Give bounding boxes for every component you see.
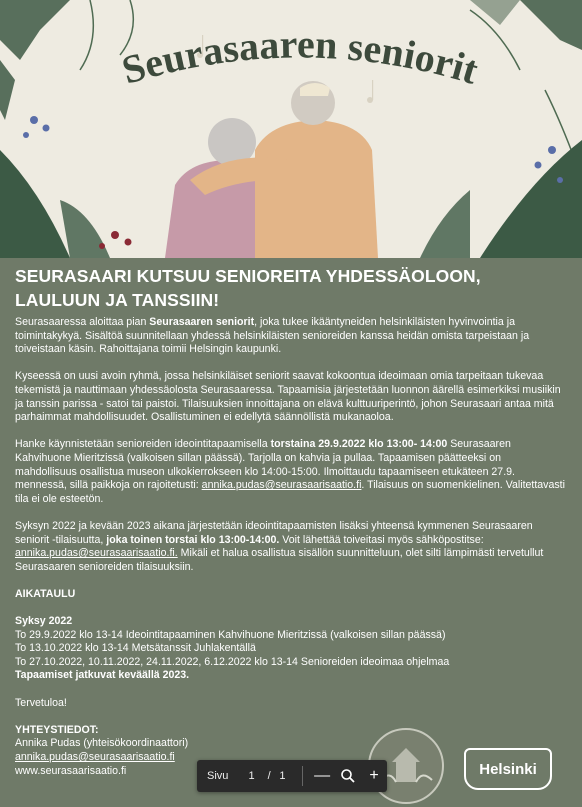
season-text-a: Syksyn 2022 ja kevään 2023 aikana järjestetään ideointitapaamisten lisäksi yhteensä kymmenen Seurasaaren seniorit -tilaisuutta, (15, 519, 533, 546)
contact-email-link[interactable]: annika.pudas@seurasaarisaatio.fi (15, 751, 175, 763)
announcement-panel (0, 258, 582, 800)
magnifier-icon (340, 768, 356, 784)
season-text-d: Mikäli et halua osallistua sisällön suunnitteluun, olet silti lämpimästi tervetullut Seurasaaren senioreiden tilaisuuksiin. (15, 547, 544, 573)
announcement-body (15, 316, 565, 792)
page-number-input[interactable]: 1 (248, 770, 255, 782)
intro-text-a: Seurasaaressa aloittaa pian (15, 316, 150, 328)
schedule-season: Syksy 2022 (15, 615, 73, 628)
helsinki-logo-text: Helsinki (479, 760, 537, 778)
zoom-in-button[interactable] (361, 760, 387, 792)
contact-name: Annika Pudas (yhteisökoordinaattori) (15, 737, 189, 750)
page-label: Sivu (207, 770, 229, 782)
season-time: joka toinen torstai klo 13:00-14:00. (106, 533, 280, 546)
launch-text-c: Seurasaaren Kahvihuone Mieritzissä (valkoisen sillan päässä). Tarjolla on kahvia ja pullaa. Tapaamisen päätteeksi on mahdollisuus osallistua museon ulkokierrokseen klo 14:00-15:00. Ilmoittaudu tapaamiseen etukäteen 27.9. mennessä, sillä paikkoja on rajoitetusti: (15, 438, 515, 492)
welcome-text: Tervetuloa! (15, 696, 67, 709)
schedule-row: To 27.10.2022, 10.11.2022, 24.11.2022, 6.12.2022 klo 13-14 Senioreiden ideoimaa ohjelmaa (15, 655, 450, 668)
headline (15, 264, 560, 312)
launch-email-link[interactable]: annika.pudas@seurasaarisaatio.fi (201, 479, 362, 492)
zoom-out-button[interactable] (309, 760, 335, 792)
hero-illustration (0, 0, 582, 258)
season-text-c: Voit lähettää toiveitasi myös sähköpostitse: (279, 533, 484, 546)
pdf-viewer-toolbar (197, 760, 387, 792)
hero-title: Seurasaaren seniorit (116, 21, 484, 93)
contact-heading: YHTEYSTIEDOT: (15, 723, 99, 736)
headline-line-2: LAULUUN JA TANSSIIN! (15, 290, 220, 310)
zoom-fit-button[interactable] (335, 760, 361, 792)
plus-icon: + (369, 767, 379, 784)
toolbar-divider (302, 766, 303, 786)
schedule-continues: Tapaamiset jatkuvat keväällä 2023. (15, 669, 190, 682)
minus-icon: — (314, 767, 331, 784)
season-paragraph (15, 520, 565, 574)
schedule-block (15, 615, 565, 683)
intro-paragraph (15, 316, 565, 357)
headline-line-1: SEURASAARI KUTSUU SENIOREITA YHDESSÄOLOON, (15, 266, 481, 286)
helsinki-logo (464, 748, 552, 790)
intro-text-c: , joka tukee ikääntyneiden helsinkiläisten hyvinvointia ja toimintakykyä. Sisältöä suunnitellaan yhdessä helsinkiläisten senioreiden kanssa heidän omista tarpeistaan ja toiveistaan käsin. Rahoittajana toimii Helsingin kaupunki. (15, 316, 530, 356)
launch-date: torstaina 29.9.2022 klo 13:00- 14:00 (270, 438, 448, 451)
page-separator: / (267, 770, 271, 782)
page-total: 1 (279, 770, 286, 782)
schedule-row: To 29.9.2022 klo 13-14 Ideointitapaaminen Kahvihuone Mieritzissä (valkoisen sillan päässä) (15, 628, 446, 641)
contact-website[interactable]: www.seurasaarisaatio.fi (15, 764, 127, 777)
hero-title-arc (0, 0, 582, 140)
launch-text-d: . Tilaisuus on suomenkielinen. Valitettavasti tila ei ole esteetön. (15, 479, 565, 505)
launch-paragraph (15, 438, 565, 506)
intro-text-bold: Seurasaaren seniorit (149, 316, 255, 328)
schedule-heading: AIKATAULU (15, 587, 76, 600)
season-email-link[interactable]: annika.pudas@seurasaarisaatio.fi. (15, 547, 178, 560)
schedule-row: To 13.10.2022 klo 13-14 Metsätanssit Juhlakentällä (15, 642, 256, 655)
group-paragraph: Kyseessä on uusi avoin ryhmä, jossa helsinkiläiset seniorit saavat kokoontua ideoimaan omia tarpeitaan tukevaa tekemistä ja nauttimaan yhdessäolosta Seurasaaressa. Tapaamisia järjestetään luonnon äärellä esimerkiksi musiikin ja tanssin parissa - satoi tai paistoi. Tilaisuuksien innoittajana on elävä kulttuuriperintö, johon Seurasaari antaa mitä parhaimmat mahdollisuudet. Osallistuminen ei edellytä säännöllistä mukanaoloa. (15, 370, 561, 424)
launch-text-a: Hanke käynnistetään senioreiden ideointitapaamisella (15, 438, 271, 451)
